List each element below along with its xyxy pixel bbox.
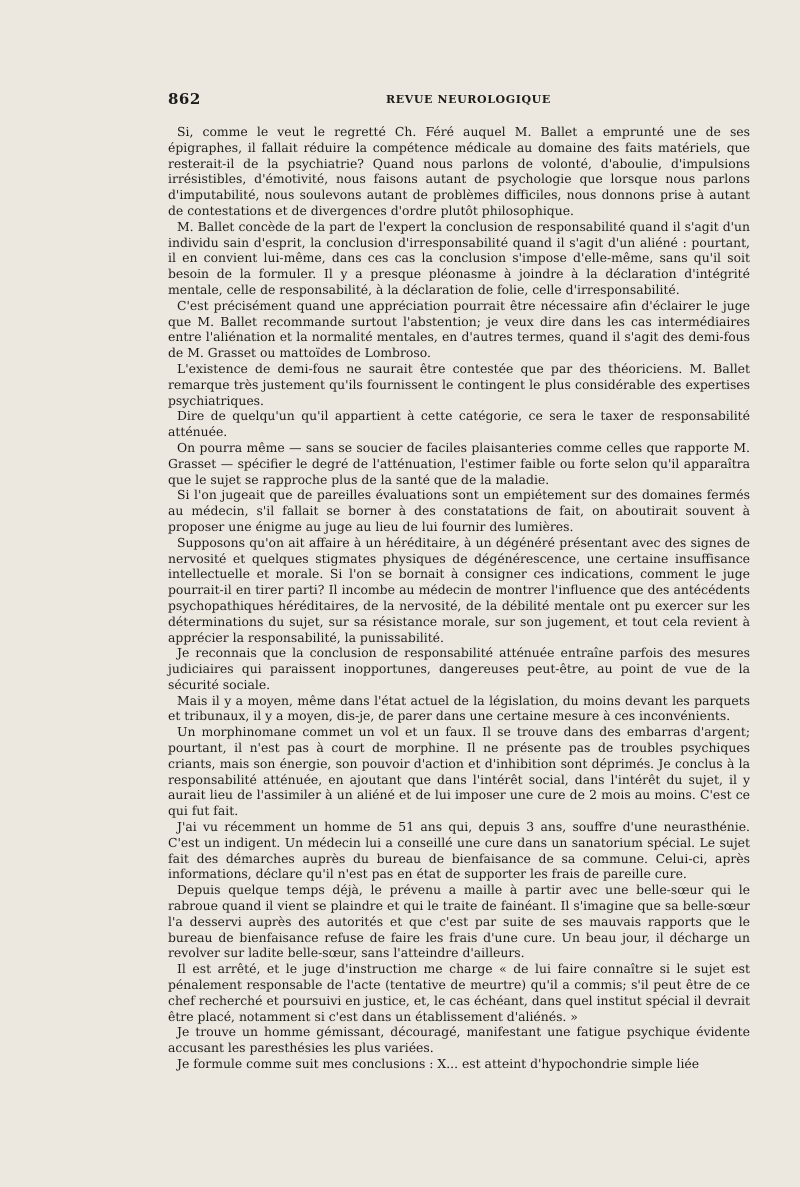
paragraph: Je trouve un homme gémissant, découragé, manifestant une fatigue psychique évidente accusant les paresthésies les plus variées. xyxy=(168,1024,750,1056)
paragraph: On pourra même — sans se soucier de faciles plaisanteries comme celles que rapporte M. Grasset — spécifier le degré de l'atténuation, l'estimer faible ou forte selon qu'il apparaîtra que le sujet se rapproche plus de la santé que de la maladie. xyxy=(168,439,750,487)
paragraph: Un morphinomane commet un vol et un faux. Il se trouve dans des embarras d'argent; pourtant, il n'est pas à court de morphine. Il ne présente pas de troubles psychiques criants, mais son énergie, son pouvoir d'action et d'inhibition sont déprimés. Je conclus à la responsabilité atténuée, en ajoutant que dans l'intérêt social, dans l'intérêt du sujet, il y aurait lieu de l'assimiler à un aliéné et de lui imposer une cure de 2 mois au moins. C'est ce qui fut fait. xyxy=(168,724,750,819)
page-number: 862 xyxy=(168,90,201,108)
paragraph: Si l'on jugeait que de pareilles évaluations sont un empiétement sur des domaines fermés au médecin, s'il fallait se borner à des constatations de fait, on aboutirait souvent à proposer une énigme au juge au lieu de lui fournir des lumières. xyxy=(168,487,750,534)
article-body xyxy=(168,124,750,1072)
paragraph: Il est arrêté, et le juge d'instruction me charge « de lui faire connaître si le sujet est pénalement responsable de l'acte (tentative de meurtre) qu'il a commis; s'il peut être de ce chef recherché et poursuivi en justice, et, le cas échéant, dans quel institut spécial il devrait être placé, notamment si c'est dans un établissement d'aliénés. » xyxy=(168,961,750,1024)
paragraph: Je formule comme suit mes conclusions : X... est atteint d'hypochondrie simple liée xyxy=(177,1056,700,1072)
paragraph: Supposons qu'on ait affaire à un héréditaire, à un dégénéré présentant avec des signes de nervosité et quelques stigmates physiques de dégénérescence, une certaine insuffisance intellectuelle et morale. Si l'on se bornait à consigner ces indications, comment le juge pourrait-il en tirer parti? Il incombe au médecin de montrer l'influence que des antécédents psychopathiques héréditaires, de la nervosité, de la débilité mentale ont pu exercer sur les déterminations du sujet, sur sa résistance morale, sur son jugement, et tout cela revient à apprécier la responsabilité, la punissabilité. xyxy=(168,534,750,645)
paragraph: Mais il y a moyen, même dans l'état actuel de la législation, du moins devant les parquets et tribunaux, il y a moyen, dis-je, de parer dans une certaine mesure à ces inconvénients. xyxy=(168,692,750,724)
running-title: REVUE NEUROLOGIQUE xyxy=(386,93,551,106)
paragraph: M. Ballet concède de la part de l'expert la conclusion de responsabilité quand il s'agit d'un individu sain d'esprit, la conclusion d'irresponsabilité quand il s'agit d'un aliéné : pourtant, il en convient lui-même, dans ces cas la conclusion s'impose d'elle-même, sans qu'il soit besoin de la formuler. Il y a presque pléonasme à joindre à la déclaration d'intégrité mentale, celle de responsabilité, à la déclaration de folie, celle d'irresponsabilité. xyxy=(168,218,750,297)
paragraph: Depuis quelque temps déjà, le prévenu a maille à partir avec une belle-sœur qui le rabroue quand il vient se plaindre et qui le traite de fainéant. Il s'imagine que sa belle-sœur l'a desservi auprès des autorités et que c'est par suite de ses mauvais rapports que le bureau de bienfaisance refuse de faire les frais d'une cure. Un beau jour, il décharge un revolver sur ladite belle-sœur, sans l'atteindre d'ailleurs. xyxy=(168,882,750,961)
paragraph: Dire de quelqu'un qu'il appartient à cette catégorie, ce sera le taxer de responsabilité atténuée. xyxy=(168,408,750,440)
paragraph: Si, comme le veut le regretté Ch. Féré auquel M. Ballet a emprunté une de ses épigraphes, il fallait réduire la compétence médicale au domaine des faits matériels, que resterait-il de la psychiatrie? Quand nous parlons de volonté, d'aboulie, d'impulsions irrésistibles, d'émotivité, nous faisons autant de psychologie que lorsque nous parlons d'imputabilité, nous soulevons autant de problèmes difficiles, nous donnons prise à autant de contestations et de divergences d'ordre plutôt philosophique. xyxy=(168,124,750,218)
paragraph: L'existence de demi-fous ne saurait être contestée que par des théoriciens. M. Ballet remarque très justement qu'ils fournissent le contingent le plus considérable des expertises psychiatriques. xyxy=(168,360,750,408)
paragraph: J'ai vu récemment un homme de 51 ans qui, depuis 3 ans, souffre d'une neurasthénie. C'est un indigent. Un médecin lui a conseillé une cure dans un sanatorium spécial. Le sujet fait des démarches auprès du bureau de bienfaisance de sa commune. Celui-ci, après informations, déclare qu'il n'est pas en état de supporter les frais de pareille cure. xyxy=(168,819,750,882)
paragraph: Je reconnais que la conclusion de responsabilité atténuée entraîne parfois des mesures judiciaires qui paraissent inopportunes, dangereuses peut-être, au point de vue de la sécurité sociale. xyxy=(168,645,750,692)
paragraph: C'est précisément quand une appréciation pourrait être nécessaire afin d'éclairer le juge que M. Ballet recommande surtout l'abstention; je veux dire dans les cas intermédiaires entre l'aliénation et la normalité mentales, en d'autres termes, quand il s'agit des demi-fous de M. Grasset ou mattoïdes de Lombroso. xyxy=(168,297,750,361)
page-header xyxy=(168,90,750,114)
